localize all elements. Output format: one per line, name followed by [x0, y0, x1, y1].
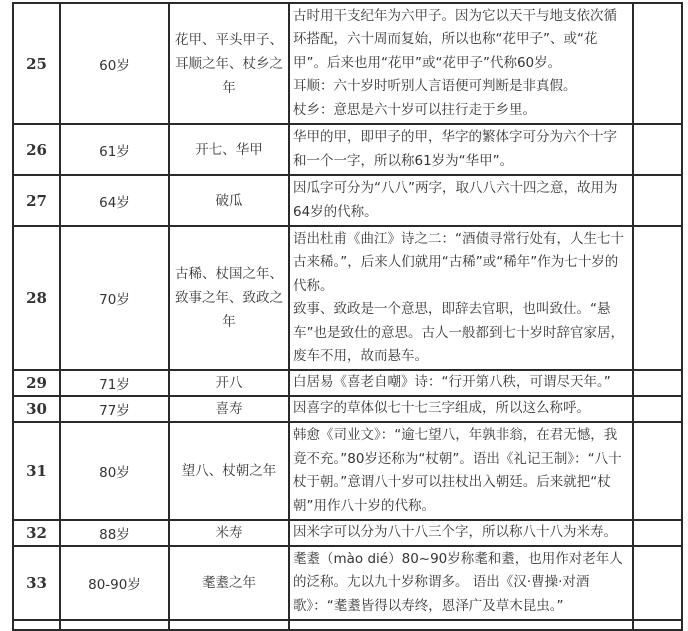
- description-paragraph: 因瓜字可分为“八八”两字，取八八六十四之意，故用为64岁的代称。: [293, 180, 618, 220]
- description-paragraph: 耳顺：六十岁时听别人言语便可判断是非真假。: [293, 78, 577, 95]
- empty-cell: [13, 620, 60, 630]
- description-paragraph: 耄耋（mào dié）80~90岁称耄和耋，也用作对老年人的泛称。尢以九十岁称谓多。 语出《汉·曹操·对酒歌》：“耄耋皆得以寿终，恩泽广及草木昆虫。”: [293, 550, 623, 614]
- description-cell: [289, 370, 633, 396]
- empty-cell: [60, 620, 169, 630]
- empty-cell: [633, 520, 682, 546]
- description-cell: [289, 124, 633, 175]
- table-row: [13, 396, 682, 422]
- table-row: [13, 226, 682, 370]
- row-number: 31: [13, 422, 60, 520]
- age-cell: 71岁: [60, 370, 169, 396]
- empty-cell: [633, 370, 682, 396]
- description-cell: [289, 422, 633, 520]
- empty-cell: [633, 396, 682, 422]
- description-paragraph: 语出杜甫《曲江》诗之二：“酒债寻常行处有，人生七十古来稀。”，后来人们就用“古稀”或“稀年”作为七十岁的代称。: [293, 230, 624, 294]
- table-row: [13, 175, 682, 226]
- age-cell: 70岁: [60, 226, 169, 370]
- description-paragraph: 古时用干支纪年为六甲子。因为它以天干与地支依次循环搭配，六十周而复始，所以也称“花甲子”、或“花甲”。后来也用“花甲”或“花甲子”代称60岁。: [293, 7, 617, 71]
- empty-cell: [633, 3, 682, 124]
- empty-cell: [289, 620, 633, 630]
- terms-cell: 花甲、平头甲子、耳顺之年、杖乡之年: [169, 3, 289, 124]
- empty-cell: [633, 175, 682, 226]
- row-number: 26: [13, 124, 60, 175]
- age-cell: 60岁: [60, 3, 169, 124]
- terms-cell: 耄耋之年: [169, 546, 289, 620]
- description-paragraph: 华甲的甲，即甲子的甲，华字的繁体字可分为六个十字和一个一字，所以称61岁为“华甲”。: [293, 129, 617, 169]
- empty-cell: [633, 620, 682, 630]
- empty-cell: [633, 226, 682, 370]
- terms-cell: 米寿: [169, 520, 289, 546]
- description-cell: [289, 175, 633, 226]
- table-row: [13, 546, 682, 620]
- description-cell: [289, 396, 633, 422]
- age-cell: 80岁: [60, 422, 169, 520]
- age-cell: 77岁: [60, 396, 169, 422]
- description-paragraph: 韩愈《司业文》：“逾七望八，年孰非翁，在君无憾，我竟不充。”80岁还称为“杖朝”。语出《礼记王制》：“八十杖于朝。”意谓八十岁可以拄杖出入朝廷。后来就把“杖朝”用作八十岁的代称。: [293, 427, 622, 514]
- empty-cell: [633, 422, 682, 520]
- empty-cell: [633, 124, 682, 175]
- age-terms-table: [12, 2, 683, 631]
- row-number: 32: [13, 520, 60, 546]
- row-number: 27: [13, 175, 60, 226]
- description-cell: [289, 3, 633, 124]
- description-cell: [289, 226, 633, 370]
- row-number: 30: [13, 396, 60, 422]
- description-paragraph: 因米字可以分为八十八三个字，所以称八十八为米寿。: [293, 524, 617, 541]
- row-number: 33: [13, 546, 60, 620]
- description-paragraph: 致事、致政是一个意思，即辞去官职，也叫致仕。“悬车”也是致仕的意思。古人一般都到七十岁时辞官家居，废车不用，故而悬车。: [293, 301, 624, 364]
- table-row: [13, 370, 682, 396]
- table-row: [13, 3, 682, 124]
- description-paragraph: 因喜字的草体似七十七三字组成，所以这么称呼。: [293, 400, 590, 417]
- description-cell: [289, 520, 633, 546]
- description-paragraph: 白居易《喜老自嘲》诗：“行开第八秩，可谓尽天年。”: [293, 374, 611, 391]
- terms-cell: 开八: [169, 370, 289, 396]
- age-cell: 61岁: [60, 124, 169, 175]
- table-row-partial: [13, 620, 682, 630]
- terms-cell: 开七、华甲: [169, 124, 289, 175]
- age-cell: 88岁: [60, 520, 169, 546]
- terms-cell: 破瓜: [169, 175, 289, 226]
- row-number: 25: [13, 3, 60, 124]
- table-row: [13, 520, 682, 546]
- empty-cell: [169, 620, 289, 630]
- terms-cell: 古稀、杖国之年、致事之年、致政之年: [169, 226, 289, 370]
- terms-cell: 望八、杖朝之年: [169, 422, 289, 520]
- terms-cell: 喜寿: [169, 396, 289, 422]
- description-cell: [289, 546, 633, 620]
- row-number: 29: [13, 370, 60, 396]
- row-number: 28: [13, 226, 60, 370]
- table-row: [13, 422, 682, 520]
- table-row: [13, 124, 682, 175]
- description-paragraph: 杖乡：意思是六十岁可以拄行走于乡里。: [293, 101, 536, 118]
- empty-cell: [633, 546, 682, 620]
- age-cell: 64岁: [60, 175, 169, 226]
- age-cell: 80-90岁: [60, 546, 169, 620]
